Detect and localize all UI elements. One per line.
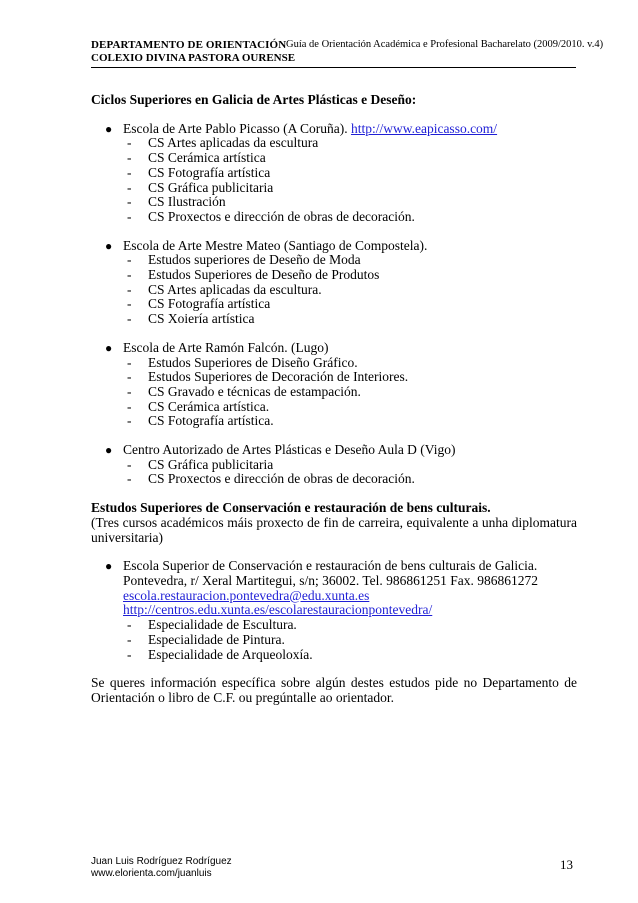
course-item: - CS Artes aplicadas da escultura bbox=[127, 135, 319, 151]
course-item: - CS Artes aplicadas da escultura. bbox=[127, 281, 322, 297]
section-title-artes: Ciclos Superiores en Galicia de Artes Plásticas e Deseño: bbox=[91, 92, 417, 107]
course-item: - CS Xoiería artística bbox=[127, 311, 255, 327]
school-address: Pontevedra, r/ Xeral Martitegui, s/n; 36002. Tel. 986861251 Fax. 986861272 bbox=[123, 572, 538, 588]
course-item: - CS Gravado e técnicas de estampación. bbox=[127, 383, 361, 399]
course-item: - CS Ilustración bbox=[127, 194, 226, 210]
school-name: ● Escola Superior de Conservación e restauración de bens culturais de Galicia. bbox=[105, 558, 538, 574]
section-title-conservacion: Estudos Superiores de Conservación e restauración de bens culturais. bbox=[91, 500, 491, 516]
bullet-icon: ● bbox=[105, 443, 113, 458]
school-website-link[interactable]: http://www.eapicasso.com/ bbox=[350, 120, 498, 136]
school-item bbox=[91, 122, 577, 225]
section-subtitle: (Tres cursos académicos máis proxecto de fin de carreira, equivalente a unha diplomatura universitaria) bbox=[91, 514, 577, 545]
bullet-icon: ● bbox=[105, 238, 113, 253]
bullet-icon: ● bbox=[105, 559, 113, 574]
school-item bbox=[91, 443, 577, 487]
header-rule bbox=[91, 67, 576, 68]
school-name: ● Escola de Arte Ramón Falcón. (Lugo) bbox=[105, 339, 329, 355]
course-item: - Estudos Superiores de Diseño Gráfico. bbox=[127, 354, 358, 370]
course-item: - CS Proxectos e dirección de obras de decoración. bbox=[127, 471, 415, 487]
footer-site: www.elorienta.com/juanluis bbox=[91, 868, 212, 879]
school-conservacion bbox=[91, 559, 577, 662]
school-name: ● Centro Autorizado de Artes Plásticas e Deseño Aula D (Vigo) bbox=[105, 442, 456, 458]
bullet-icon: ● bbox=[105, 340, 113, 355]
course-item: - CS Fotografía artística bbox=[127, 296, 271, 312]
header-school: COLEXIO DIVINA PASTORA OURENSE bbox=[91, 52, 296, 64]
course-item: - CS Fotografía artística. bbox=[127, 413, 274, 429]
bullet-icon: ● bbox=[105, 121, 113, 136]
course-item: - Estudos Superiores de Deseño de Produtos bbox=[127, 267, 380, 283]
page-body bbox=[91, 93, 577, 706]
school-list bbox=[91, 122, 577, 487]
course-item: - CS Fotografía artística bbox=[127, 164, 271, 180]
course-item: - CS Proxectos e dirección de obras de decoración. bbox=[127, 208, 415, 224]
course-item: - Estudos Superiores de Decoración de Interiores. bbox=[127, 369, 409, 385]
school-item bbox=[91, 239, 577, 327]
course-item: - CS Gráfica publicitaria bbox=[127, 456, 274, 472]
course-item: - CS Cerámica artística. bbox=[127, 398, 270, 414]
speciality-item: - Especialidade de Escultura. bbox=[127, 617, 297, 633]
footer-author: Juan Luis Rodríguez Rodríguez bbox=[91, 856, 232, 867]
closing-paragraph: Se queres información específica sobre algún destes estudos pide no Departamento de Orientación o libro de C.F. ou pregúntalle ao orientador. bbox=[91, 675, 577, 705]
school-name: ● Escola de Arte Mestre Mateo (Santiago de Compostela). bbox=[105, 237, 428, 253]
speciality-item: - Especialidade de Arqueoloxía. bbox=[127, 646, 313, 662]
course-item: - CS Gráfica publicitaria bbox=[127, 179, 274, 195]
course-item: - CS Cerámica artística bbox=[127, 150, 266, 166]
speciality-item: - Especialidade de Pintura. bbox=[127, 631, 285, 647]
course-item: - Estudos superiores de Deseño de Moda bbox=[127, 252, 361, 268]
email-link[interactable]: escola.restauracion.pontevedra@edu.xunta.es bbox=[123, 587, 370, 603]
header-guide-title: Guía de Orientación Académica e Profesional Bacharelato (2009/2010. v.4) bbox=[286, 39, 604, 50]
speciality-list bbox=[91, 618, 577, 662]
page-number: 13 bbox=[560, 857, 573, 872]
school-name: ● Escola de Arte Pablo Picasso (A Coruña). http://www.eapicasso.com/ bbox=[105, 120, 498, 136]
header-dept: DEPARTAMENTO DE ORIENTACIÓN bbox=[91, 39, 287, 51]
school-item bbox=[91, 341, 577, 429]
web-link[interactable]: http://centros.edu.xunta.es/escolarestauracionpontevedra/ bbox=[123, 602, 433, 618]
